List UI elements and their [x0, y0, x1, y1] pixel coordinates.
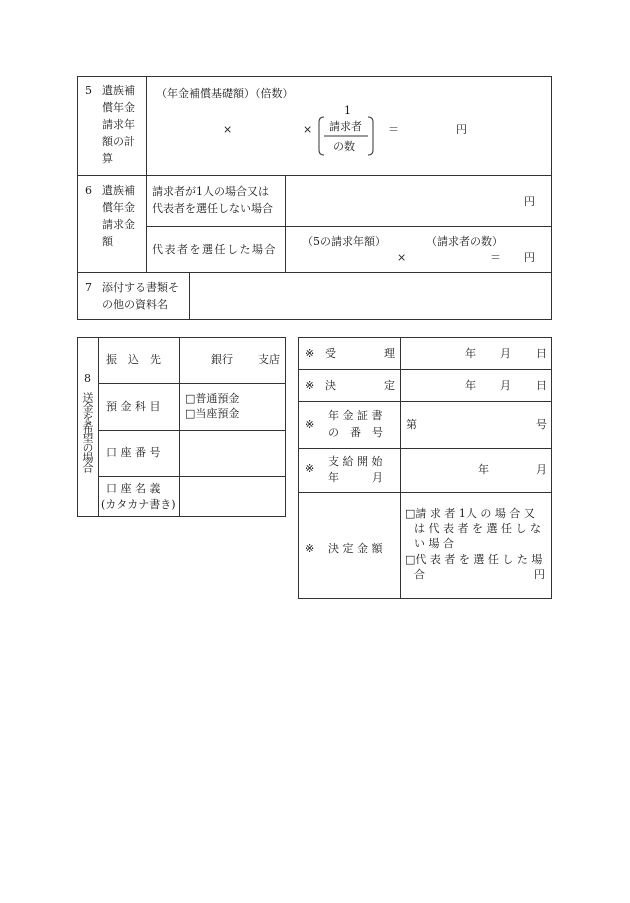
section8-number: 8: [84, 372, 91, 385]
attachments-field[interactable]: [190, 273, 551, 319]
month-unit: 月: [500, 379, 511, 392]
certificate-number-label: 年 金 証 書: [328, 409, 383, 422]
bank-unit: 銀行: [211, 353, 233, 366]
branch-unit: 支店: [258, 353, 280, 366]
numerator-one: 1: [344, 104, 351, 117]
account-number-field[interactable]: [180, 431, 285, 476]
claimants-count-header: （請求者の数）: [426, 235, 503, 248]
single-claimant-label: 請求者が1人の場合又は: [152, 185, 269, 198]
attachments-label: 添付する書類そ: [102, 281, 179, 294]
section5-label-line: 額の計: [102, 135, 135, 148]
payment-start-label: 年 月: [328, 471, 383, 484]
payee-bank-label: 振 込 先: [106, 353, 161, 366]
office-mark: ※: [305, 462, 315, 475]
single-claimant-label: 代表者を選任しない場合: [152, 202, 273, 215]
section6-label-line: 遺族補: [102, 184, 135, 197]
section6-label-line: 額: [102, 235, 113, 248]
formula-header: （年金補償基礎額）（倍数）: [156, 87, 294, 100]
claimants-count-label: の数: [333, 140, 355, 153]
section5-label-line: 遺族補: [102, 84, 135, 97]
decision-label: 定: [384, 379, 395, 392]
year-unit: 年: [465, 347, 476, 360]
section6-number: 6: [85, 184, 92, 197]
go-suffix: 号: [536, 418, 547, 431]
option-single-claimant[interactable]: □請 求 者 1人 の 場 合 又: [405, 507, 535, 520]
month-unit: 月: [500, 347, 511, 360]
representative-label: 代表者を選任した場合: [152, 243, 277, 256]
ordinary-deposit-checkbox[interactable]: □普通預金: [185, 392, 240, 405]
office-mark: ※: [305, 542, 315, 555]
month-unit: 月: [536, 463, 547, 476]
receipt-label: 受: [325, 347, 336, 360]
option-representative-cont: 合: [414, 568, 425, 581]
option-representative[interactable]: □代 表 者 を 選 任 し た 場: [405, 553, 543, 566]
yen-unit: 円: [524, 195, 535, 208]
option-single-claimant-cont: い 場 合: [414, 537, 454, 550]
account-holder-field[interactable]: [180, 477, 285, 516]
equals-sign: ＝: [388, 123, 399, 136]
office-mark: ※: [305, 418, 315, 431]
option-single-claimant-cont: は 代 表 者 を 選 任 し な: [414, 522, 541, 535]
attachments-label: の他の資料名: [102, 298, 168, 311]
section6-label-line: 償年金: [102, 201, 135, 214]
yen-unit: 円: [534, 568, 545, 581]
current-deposit-checkbox[interactable]: □当座預金: [185, 407, 240, 420]
claimants-count-label: 請求者: [329, 120, 362, 133]
times-sign: ×: [397, 251, 407, 264]
day-unit: 日: [536, 347, 547, 360]
annual-amount-header: （5の請求年額）: [302, 235, 386, 248]
decided-amount-label: 決 定 金 額: [328, 542, 383, 555]
section5-label-line: 償年金: [102, 101, 135, 114]
equals-sign: ＝: [490, 251, 501, 264]
times-sign: ×: [303, 123, 313, 136]
certificate-number-label: の 番 号: [328, 426, 383, 439]
section5-number: 5: [85, 84, 92, 97]
yen-unit: 円: [524, 251, 535, 264]
day-unit: 日: [536, 379, 547, 392]
decision-label: 決: [325, 379, 336, 392]
year-unit: 年: [465, 379, 476, 392]
payment-start-label: 支 給 開 始: [328, 455, 383, 468]
yen-unit: 円: [456, 123, 467, 136]
office-mark: ※: [305, 347, 315, 360]
section5-label-line: 算: [102, 152, 113, 165]
section7-number: 7: [85, 281, 92, 294]
section5-label-line: 請求年: [102, 118, 135, 131]
account-holder-kana-note: (カタカナ書き): [101, 498, 176, 511]
year-unit: 年: [478, 463, 489, 476]
section6-label-line: 請求金: [102, 218, 135, 231]
remittance-vertical-label: 送金を希望の場合: [81, 392, 94, 472]
account-holder-label: 口 座 名 義: [106, 482, 161, 495]
receipt-label: 理: [384, 347, 395, 360]
times-sign: ×: [223, 123, 233, 136]
account-number-label: 口 座 番 号: [106, 446, 161, 459]
office-mark: ※: [305, 379, 315, 392]
account-type-label: 預 金 科 目: [106, 400, 161, 413]
dai-prefix: 第: [406, 418, 417, 431]
